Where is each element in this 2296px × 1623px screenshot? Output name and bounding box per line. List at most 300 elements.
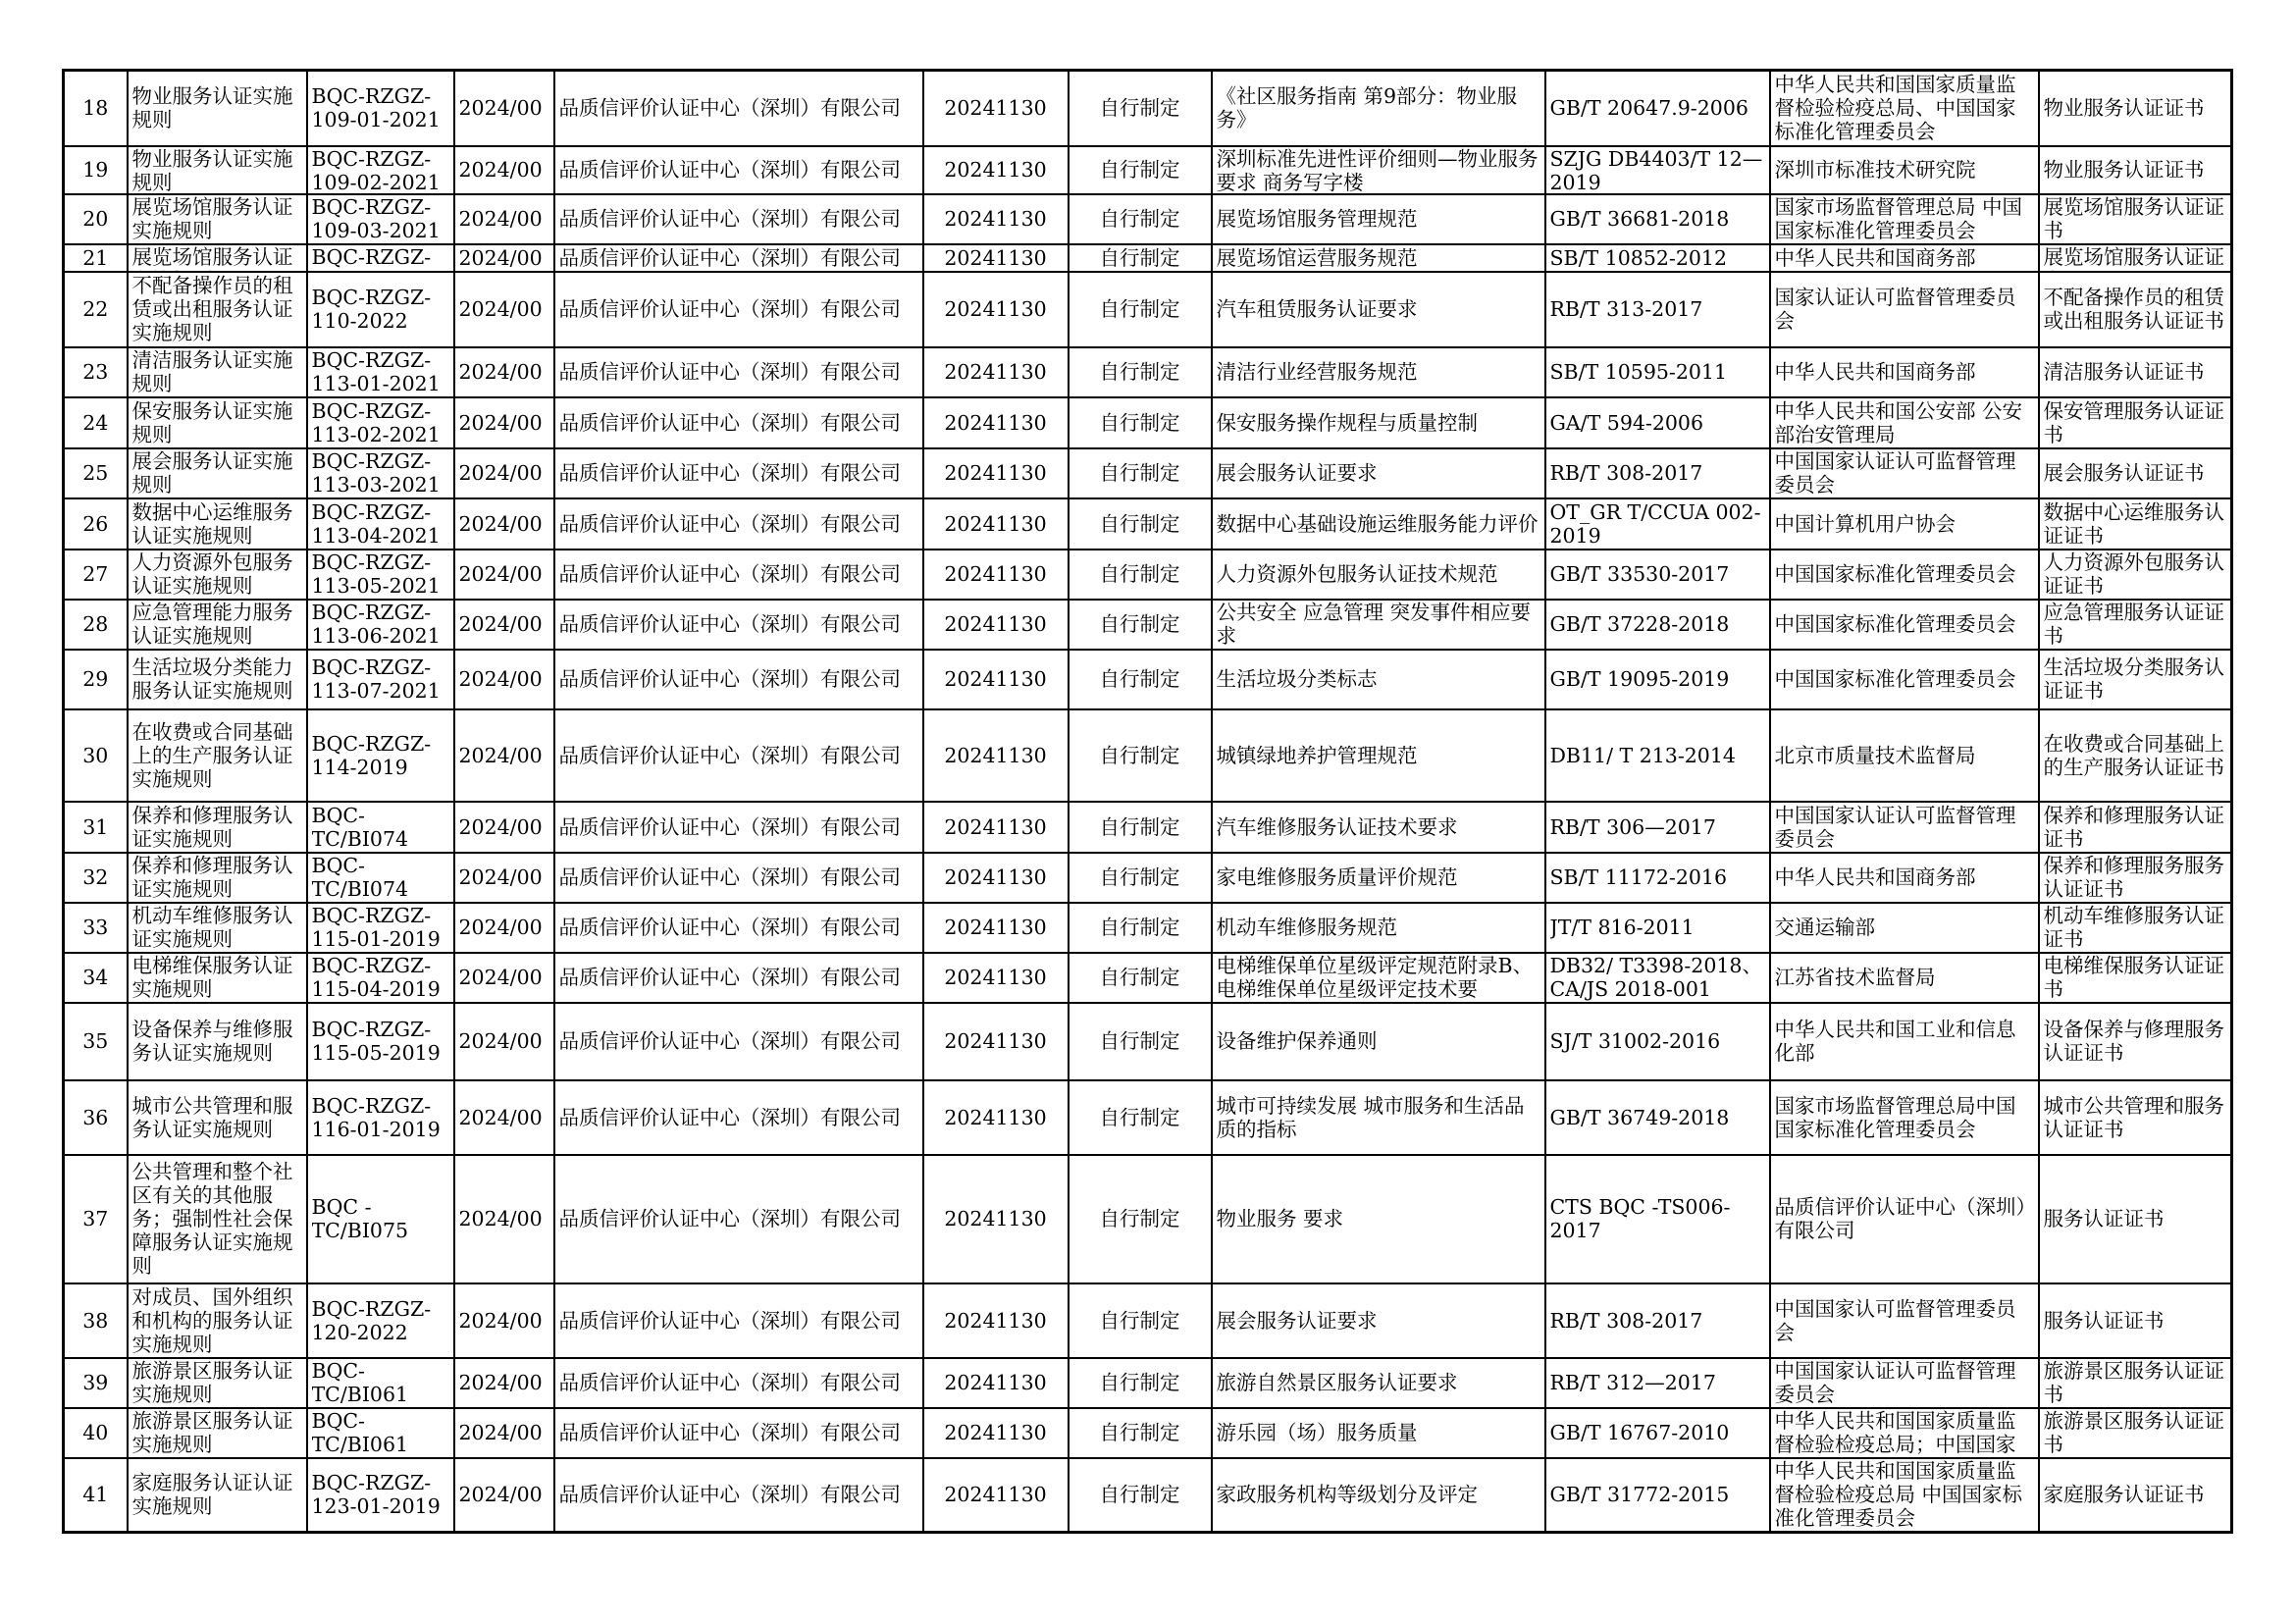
effective-date-cell bbox=[923, 146, 1069, 194]
certificate-name: 保养和修理服务服务认证证书 bbox=[2043, 854, 2224, 901]
effective-date-cell bbox=[923, 802, 1069, 853]
row-number-cell bbox=[64, 1283, 128, 1358]
issuing-authority: 江苏省技术监督局 bbox=[1774, 966, 1936, 989]
table-body bbox=[64, 71, 2232, 1533]
issuing-authority: 中华人民共和国工业和信息化部 bbox=[1774, 1018, 2016, 1065]
standard-name-cell bbox=[1212, 244, 1545, 272]
version-cell bbox=[454, 802, 554, 853]
issuing-authority: 中华人民共和国商务部 bbox=[1774, 360, 1976, 384]
rule-code-cell bbox=[307, 903, 454, 953]
rule-code-cell bbox=[307, 1283, 454, 1358]
rule-name-cell bbox=[128, 272, 307, 347]
formulation-type: 自行制定 bbox=[1099, 1421, 1180, 1444]
issuing-authority: 中国计算机用户协会 bbox=[1774, 511, 1956, 536]
standard-number-cell bbox=[1545, 853, 1770, 903]
row-number-cell bbox=[64, 1458, 128, 1533]
organization: 品质信评价认证中心（深圳）有限公司 bbox=[558, 207, 901, 231]
standard-name-cell bbox=[1212, 1155, 1545, 1283]
certificate-name-cell bbox=[2039, 1080, 2232, 1155]
organization: 品质信评价认证中心（深圳）有限公司 bbox=[558, 1207, 901, 1230]
effective-date-cell bbox=[923, 903, 1069, 953]
version: 2024/00 bbox=[458, 667, 543, 691]
version: 2024/00 bbox=[458, 814, 543, 839]
version-cell bbox=[454, 1003, 554, 1080]
formulation-type-cell bbox=[1069, 953, 1212, 1003]
rule-code: BQC-RZGZ-123-01-2019 bbox=[311, 1471, 441, 1519]
issuing-authority: 中华人民共和国国家质量监督检验检疫总局、中国国家标准化管理委员会 bbox=[1774, 73, 2016, 144]
effective-date: 20241130 bbox=[944, 865, 1047, 889]
organization-cell bbox=[554, 244, 923, 272]
version: 2024/00 bbox=[458, 1105, 543, 1129]
effective-date: 20241130 bbox=[944, 511, 1047, 536]
issuing-authority-cell bbox=[1770, 1080, 2039, 1155]
row-number: 39 bbox=[82, 1371, 109, 1394]
rule-name: 数据中心运维服务认证实施规则 bbox=[131, 499, 293, 548]
effective-date-cell bbox=[923, 397, 1069, 448]
standard-name: 电梯维保单位星级评定规范附录B、电梯维保单位星级评定技术要 bbox=[1216, 954, 1534, 1001]
certificate-name-cell bbox=[2039, 347, 2232, 397]
effective-date-cell bbox=[923, 71, 1069, 146]
table-row bbox=[64, 709, 2232, 802]
organization-cell bbox=[554, 650, 923, 709]
issuing-authority: 中国国家认证认可监督管理委员会 bbox=[1774, 1359, 2016, 1406]
organization-cell bbox=[554, 1408, 923, 1458]
issuing-authority-cell bbox=[1770, 194, 2039, 244]
rule-code: BQC-RZGZ-115-04-2019 bbox=[311, 954, 441, 1001]
standard-number: RB/T 313-2017 bbox=[1549, 297, 1703, 321]
standard-number: GB/T 33530-2017 bbox=[1549, 562, 1730, 586]
organization: 品质信评价认证中心（深圳）有限公司 bbox=[558, 1308, 901, 1333]
certificate-name-cell bbox=[2039, 498, 2232, 550]
rule-name-cell bbox=[128, 802, 307, 853]
issuing-authority-cell bbox=[1770, 709, 2039, 802]
table-row bbox=[64, 953, 2232, 1003]
effective-date: 20241130 bbox=[944, 814, 1047, 839]
table-row bbox=[64, 272, 2232, 347]
formulation-type: 自行制定 bbox=[1099, 612, 1180, 636]
standard-number: SZJG DB4403/T 12—2019 bbox=[1549, 146, 1763, 193]
issuing-authority: 中华人民共和国国家质量监督检验检疫总局；中国国家 bbox=[1774, 1408, 2016, 1456]
rule-name-cell bbox=[128, 397, 307, 448]
table-row bbox=[64, 1458, 2232, 1533]
rule-code: BQC-RZGZ-113-05-2021 bbox=[311, 550, 441, 598]
standard-name-cell bbox=[1212, 1408, 1545, 1458]
standard-name-cell bbox=[1212, 650, 1545, 709]
organization: 品质信评价认证中心（深圳）有限公司 bbox=[558, 612, 901, 636]
issuing-authority-cell bbox=[1770, 1155, 2039, 1283]
issuing-authority: 北京市质量技术监督局 bbox=[1774, 743, 1976, 767]
issuing-authority-cell bbox=[1770, 802, 2039, 853]
rule-code-cell bbox=[307, 347, 454, 397]
standard-number: CTS BQC -TS006-2017 bbox=[1549, 1195, 1731, 1242]
effective-date-cell bbox=[923, 1080, 1069, 1155]
standard-number-cell bbox=[1545, 903, 1770, 953]
issuing-authority: 中国国家认可监督管理委员会 bbox=[1774, 1296, 2016, 1344]
formulation-type: 自行制定 bbox=[1099, 1105, 1180, 1129]
version: 2024/00 bbox=[458, 1483, 543, 1507]
rule-code-cell bbox=[307, 498, 454, 550]
certificate-name-cell bbox=[2039, 650, 2232, 709]
standard-number-cell bbox=[1545, 1155, 1770, 1283]
effective-date-cell bbox=[923, 448, 1069, 498]
standard-name-cell bbox=[1212, 550, 1545, 600]
standard-number-cell bbox=[1545, 550, 1770, 600]
standard-name-cell bbox=[1212, 903, 1545, 953]
row-number-cell bbox=[64, 903, 128, 953]
row-number: 25 bbox=[82, 461, 109, 485]
version: 2024/00 bbox=[458, 743, 543, 767]
certificate-name: 保安管理服务认证证书 bbox=[2043, 398, 2224, 446]
organization: 品质信评价认证中心（深圳）有限公司 bbox=[558, 865, 901, 889]
effective-date-cell bbox=[923, 1458, 1069, 1533]
standard-name-cell bbox=[1212, 1358, 1545, 1408]
row-number: 30 bbox=[82, 743, 109, 767]
standard-number-cell bbox=[1545, 1080, 1770, 1155]
certificate-name: 旅游景区服务认证证书 bbox=[2043, 1409, 2224, 1456]
standard-number-cell bbox=[1545, 347, 1770, 397]
row-number: 34 bbox=[82, 966, 109, 989]
formulation-type: 自行制定 bbox=[1099, 865, 1180, 889]
standard-name: 《社区服务指南 第9部分：物业服务》 bbox=[1216, 84, 1518, 132]
row-number-cell bbox=[64, 1155, 128, 1283]
effective-date: 20241130 bbox=[944, 1105, 1047, 1129]
certificate-name: 人力资源外包服务认证证书 bbox=[2043, 550, 2224, 598]
standard-number: RB/T 308-2017 bbox=[1549, 461, 1703, 485]
table-row bbox=[64, 1408, 2232, 1458]
certificate-name: 设备保养与修理服务认证证书 bbox=[2043, 1018, 2224, 1065]
standard-number-cell bbox=[1545, 1408, 1770, 1458]
standard-name: 展会服务认证要求 bbox=[1216, 1308, 1378, 1333]
standard-number: OT_GR T/CCUA 002-2019 bbox=[1549, 499, 1761, 548]
standard-number: GB/T 36681-2018 bbox=[1549, 207, 1730, 231]
formulation-type-cell bbox=[1069, 853, 1212, 903]
version-cell bbox=[454, 71, 554, 146]
effective-date: 20241130 bbox=[944, 1207, 1047, 1230]
rule-name: 保养和修理服务认证实施规则 bbox=[131, 803, 293, 851]
formulation-type: 自行制定 bbox=[1099, 1029, 1180, 1053]
standard-number: GB/T 16767-2010 bbox=[1549, 1421, 1730, 1444]
standard-name-cell bbox=[1212, 146, 1545, 194]
issuing-authority: 中国国家标准化管理委员会 bbox=[1774, 612, 2016, 636]
version: 2024/00 bbox=[458, 410, 543, 435]
version: 2024/00 bbox=[458, 96, 543, 121]
certificate-name-cell bbox=[2039, 146, 2232, 194]
table-row bbox=[64, 397, 2232, 448]
row-number-cell bbox=[64, 1358, 128, 1408]
organization-cell bbox=[554, 71, 923, 146]
formulation-type-cell bbox=[1069, 1080, 1212, 1155]
issuing-authority: 中国国家认证认可监督管理委员会 bbox=[1774, 449, 2016, 497]
rule-name-cell bbox=[128, 71, 307, 146]
standard-name: 展览场馆运营服务规范 bbox=[1216, 245, 1418, 270]
formulation-type-cell bbox=[1069, 600, 1212, 650]
rule-code: BQC-TC/BI074 bbox=[311, 854, 409, 901]
rule-code: BQC-RZGZ-115-05-2019 bbox=[311, 1018, 441, 1065]
row-number: 20 bbox=[82, 207, 109, 231]
formulation-type-cell bbox=[1069, 272, 1212, 347]
row-number: 40 bbox=[82, 1421, 109, 1444]
row-number: 31 bbox=[82, 814, 109, 839]
table-row bbox=[64, 650, 2232, 709]
rule-name-cell bbox=[128, 903, 307, 953]
organization-cell bbox=[554, 1003, 923, 1080]
rule-code-cell bbox=[307, 272, 454, 347]
standard-number: DB32/ T3398-2018、CA/JS 2018-001 bbox=[1549, 954, 1762, 1001]
rule-code-cell bbox=[307, 1155, 454, 1283]
rule-code-cell bbox=[307, 802, 454, 853]
table-row bbox=[64, 448, 2232, 498]
rule-name-cell bbox=[128, 244, 307, 272]
effective-date: 20241130 bbox=[944, 207, 1047, 231]
rule-name-cell bbox=[128, 498, 307, 550]
certificate-name: 城市公共管理和服务认证证书 bbox=[2043, 1093, 2224, 1141]
certificate-name: 机动车维修服务认证证书 bbox=[2043, 904, 2224, 951]
formulation-type: 自行制定 bbox=[1099, 410, 1180, 435]
certificate-name: 应急管理服务认证证书 bbox=[2043, 601, 2224, 648]
version: 2024/00 bbox=[458, 612, 543, 636]
certificate-name-cell bbox=[2039, 1408, 2232, 1458]
organization-cell bbox=[554, 146, 923, 194]
rule-name: 城市公共管理和服务认证实施规则 bbox=[131, 1093, 293, 1141]
row-number-cell bbox=[64, 272, 128, 347]
organization-cell bbox=[554, 853, 923, 903]
effective-date-cell bbox=[923, 1408, 1069, 1458]
standard-name: 公共安全 应急管理 突发事件相应要求 bbox=[1216, 601, 1532, 648]
certificate-name-cell bbox=[2039, 709, 2232, 802]
standard-name: 清洁行业经营服务规范 bbox=[1216, 360, 1418, 384]
rule-name: 公共管理和整个社区有关的其他服务；强制性社会保障服务认证实施规则 bbox=[131, 1160, 293, 1278]
standard-number-cell bbox=[1545, 709, 1770, 802]
row-number: 19 bbox=[82, 158, 109, 182]
formulation-type-cell bbox=[1069, 802, 1212, 853]
rules-table bbox=[62, 69, 2233, 1534]
rule-code-cell bbox=[307, 194, 454, 244]
certificate-name: 展览场馆服务认证证书 bbox=[2043, 195, 2224, 242]
effective-date-cell bbox=[923, 1155, 1069, 1283]
row-number-cell bbox=[64, 347, 128, 397]
row-number: 33 bbox=[82, 916, 109, 939]
rule-code: BQC-RZGZ-109-03-2021 bbox=[311, 195, 441, 242]
rule-code-cell bbox=[307, 1458, 454, 1533]
standard-name-cell bbox=[1212, 953, 1545, 1003]
issuing-authority-cell bbox=[1770, 272, 2039, 347]
formulation-type: 自行制定 bbox=[1099, 743, 1180, 767]
rule-name-cell bbox=[128, 1283, 307, 1358]
standard-number-cell bbox=[1545, 71, 1770, 146]
table-row bbox=[64, 802, 2232, 853]
certificate-name: 生活垃圾分类服务认证证书 bbox=[2043, 655, 2224, 703]
standard-name-cell bbox=[1212, 802, 1545, 853]
effective-date-cell bbox=[923, 347, 1069, 397]
certificate-name-cell bbox=[2039, 1458, 2232, 1533]
certificate-name-cell bbox=[2039, 397, 2232, 448]
rule-code: BQC-RZGZ-113-06-2021 bbox=[311, 601, 441, 648]
organization-cell bbox=[554, 498, 923, 550]
version-cell bbox=[454, 1358, 554, 1408]
version-cell bbox=[454, 709, 554, 802]
effective-date: 20241130 bbox=[944, 96, 1047, 121]
row-number-cell bbox=[64, 1080, 128, 1155]
version-cell bbox=[454, 853, 554, 903]
rule-code: BQC-RZGZ-113-02-2021 bbox=[311, 398, 441, 446]
row-number: 28 bbox=[82, 612, 109, 636]
organization: 品质信评价认证中心（深圳）有限公司 bbox=[558, 511, 901, 536]
rule-code: BQC-RZGZ- bbox=[311, 244, 432, 269]
row-number: 27 bbox=[82, 562, 109, 586]
effective-date: 20241130 bbox=[944, 360, 1047, 384]
issuing-authority-cell bbox=[1770, 498, 2039, 550]
rule-name: 展会服务认证实施规则 bbox=[131, 449, 293, 497]
rule-code-cell bbox=[307, 650, 454, 709]
table-row bbox=[64, 71, 2232, 146]
issuing-authority-cell bbox=[1770, 903, 2039, 953]
standard-number-cell bbox=[1545, 650, 1770, 709]
rule-name: 设备保养与维修服务认证实施规则 bbox=[131, 1018, 293, 1065]
organization-cell bbox=[554, 1080, 923, 1155]
standard-number: GB/T 36749-2018 bbox=[1549, 1105, 1730, 1129]
table-row bbox=[64, 903, 2232, 953]
effective-date: 20241130 bbox=[944, 562, 1047, 586]
certificate-name-cell bbox=[2039, 802, 2232, 853]
rule-code-cell bbox=[307, 397, 454, 448]
issuing-authority-cell bbox=[1770, 1358, 2039, 1408]
effective-date: 20241130 bbox=[944, 297, 1047, 321]
rule-code-cell bbox=[307, 709, 454, 802]
row-number-cell bbox=[64, 650, 128, 709]
version-cell bbox=[454, 1283, 554, 1358]
effective-date: 20241130 bbox=[944, 1421, 1047, 1444]
effective-date-cell bbox=[923, 600, 1069, 650]
certificate-name: 电梯维保服务认证证书 bbox=[2043, 954, 2224, 1001]
standard-name: 生活垃圾分类标志 bbox=[1216, 667, 1378, 691]
certificate-name-cell bbox=[2039, 853, 2232, 903]
formulation-type: 自行制定 bbox=[1099, 1207, 1180, 1230]
formulation-type-cell bbox=[1069, 1458, 1212, 1533]
formulation-type: 自行制定 bbox=[1099, 207, 1180, 231]
standard-name: 汽车维修服务认证技术要求 bbox=[1216, 814, 1458, 839]
certificate-name-cell bbox=[2039, 903, 2232, 953]
effective-date-cell bbox=[923, 244, 1069, 272]
version-cell bbox=[454, 272, 554, 347]
version: 2024/00 bbox=[458, 1207, 543, 1230]
formulation-type: 自行制定 bbox=[1099, 562, 1180, 586]
row-number: 26 bbox=[82, 511, 109, 536]
certificate-name: 家庭服务认证证书 bbox=[2043, 1483, 2205, 1507]
row-number: 32 bbox=[82, 865, 109, 889]
organization: 品质信评价认证中心（深圳）有限公司 bbox=[558, 562, 901, 586]
formulation-type-cell bbox=[1069, 498, 1212, 550]
organization-cell bbox=[554, 953, 923, 1003]
row-number: 21 bbox=[82, 245, 109, 270]
rule-name-cell bbox=[128, 600, 307, 650]
standard-name: 游乐园（场）服务质量 bbox=[1216, 1421, 1418, 1444]
rule-code: BQC-RZGZ-116-01-2019 bbox=[311, 1093, 441, 1141]
effective-date: 20241130 bbox=[944, 245, 1047, 270]
certificate-name: 保养和修理服务认证证书 bbox=[2043, 803, 2224, 851]
effective-date-cell bbox=[923, 498, 1069, 550]
row-number-cell bbox=[64, 146, 128, 194]
formulation-type: 自行制定 bbox=[1099, 297, 1180, 321]
organization-cell bbox=[554, 600, 923, 650]
certificate-name-cell bbox=[2039, 194, 2232, 244]
rule-code: BQC-RZGZ-113-01-2021 bbox=[311, 348, 441, 395]
issuing-authority: 中国国家标准化管理委员会 bbox=[1774, 562, 2016, 586]
issuing-authority: 品质信评价认证中心（深圳）有限公司 bbox=[1774, 1195, 2026, 1242]
formulation-type-cell bbox=[1069, 903, 1212, 953]
certificate-name-cell bbox=[2039, 600, 2232, 650]
table-row bbox=[64, 1155, 2232, 1283]
certificate-name: 不配备操作员的租赁或出租服务认证证书 bbox=[2043, 286, 2224, 333]
organization: 品质信评价认证中心（深圳）有限公司 bbox=[558, 410, 901, 435]
issuing-authority: 国家市场监督管理总局中国国家标准化管理委员会 bbox=[1774, 1093, 2016, 1141]
table-row bbox=[64, 853, 2232, 903]
table-row bbox=[64, 1003, 2232, 1080]
certificate-name: 在收费或合同基础上的生产服务认证证书 bbox=[2043, 731, 2224, 779]
formulation-type: 自行制定 bbox=[1099, 1371, 1180, 1394]
standard-number-cell bbox=[1545, 146, 1770, 194]
row-number: 24 bbox=[82, 410, 109, 435]
standard-name-cell bbox=[1212, 194, 1545, 244]
row-number: 35 bbox=[82, 1029, 109, 1053]
standard-name-cell bbox=[1212, 853, 1545, 903]
effective-date: 20241130 bbox=[944, 1483, 1047, 1507]
effective-date-cell bbox=[923, 1358, 1069, 1408]
issuing-authority-cell bbox=[1770, 397, 2039, 448]
rule-code-cell bbox=[307, 550, 454, 600]
effective-date: 20241130 bbox=[944, 1029, 1047, 1053]
standard-name: 人力资源外包服务认证技术规范 bbox=[1216, 562, 1498, 586]
issuing-authority-cell bbox=[1770, 1408, 2039, 1458]
standard-number: JT/T 816-2011 bbox=[1549, 916, 1695, 939]
version-cell bbox=[454, 448, 554, 498]
standard-number-cell bbox=[1545, 600, 1770, 650]
rule-name-cell bbox=[128, 853, 307, 903]
organization: 品质信评价认证中心（深圳）有限公司 bbox=[558, 1029, 901, 1053]
formulation-type: 自行制定 bbox=[1099, 245, 1180, 270]
standard-number: GB/T 31772-2015 bbox=[1549, 1483, 1730, 1507]
rule-name: 展览场馆服务认证 bbox=[131, 244, 293, 269]
effective-date-cell bbox=[923, 1283, 1069, 1358]
row-number: 37 bbox=[82, 1207, 109, 1230]
issuing-authority: 深圳市标准技术研究院 bbox=[1774, 158, 1976, 182]
standard-number-cell bbox=[1545, 1358, 1770, 1408]
effective-date-cell bbox=[923, 550, 1069, 600]
table-row bbox=[64, 244, 2232, 272]
formulation-type-cell bbox=[1069, 397, 1212, 448]
row-number-cell bbox=[64, 600, 128, 650]
rule-code-cell bbox=[307, 71, 454, 146]
standard-name-cell bbox=[1212, 1003, 1545, 1080]
issuing-authority-cell bbox=[1770, 244, 2039, 272]
standard-name: 旅游自然景区服务认证要求 bbox=[1216, 1371, 1458, 1394]
certificate-name-cell bbox=[2039, 1003, 2232, 1080]
rule-code: BQC-RZGZ-109-02-2021 bbox=[311, 146, 441, 193]
standard-number-cell bbox=[1545, 448, 1770, 498]
standard-number: GB/T 20647.9-2006 bbox=[1549, 96, 1748, 121]
organization: 品质信评价认证中心（深圳）有限公司 bbox=[558, 1483, 901, 1507]
standard-number: DB11/ T 213-2014 bbox=[1549, 743, 1736, 767]
effective-date-cell bbox=[923, 1003, 1069, 1080]
rule-code-cell bbox=[307, 1080, 454, 1155]
effective-date: 20241130 bbox=[944, 667, 1047, 691]
rule-code: BQC-RZGZ-113-03-2021 bbox=[311, 449, 441, 497]
standard-number-cell bbox=[1545, 397, 1770, 448]
organization: 品质信评价认证中心（深圳）有限公司 bbox=[558, 158, 901, 182]
standard-name-cell bbox=[1212, 448, 1545, 498]
version-cell bbox=[454, 650, 554, 709]
certificate-name-cell bbox=[2039, 1155, 2232, 1283]
issuing-authority: 中华人民共和国国家质量监督检验检疫总局 中国国家标准化管理委员会 bbox=[1774, 1459, 2023, 1531]
